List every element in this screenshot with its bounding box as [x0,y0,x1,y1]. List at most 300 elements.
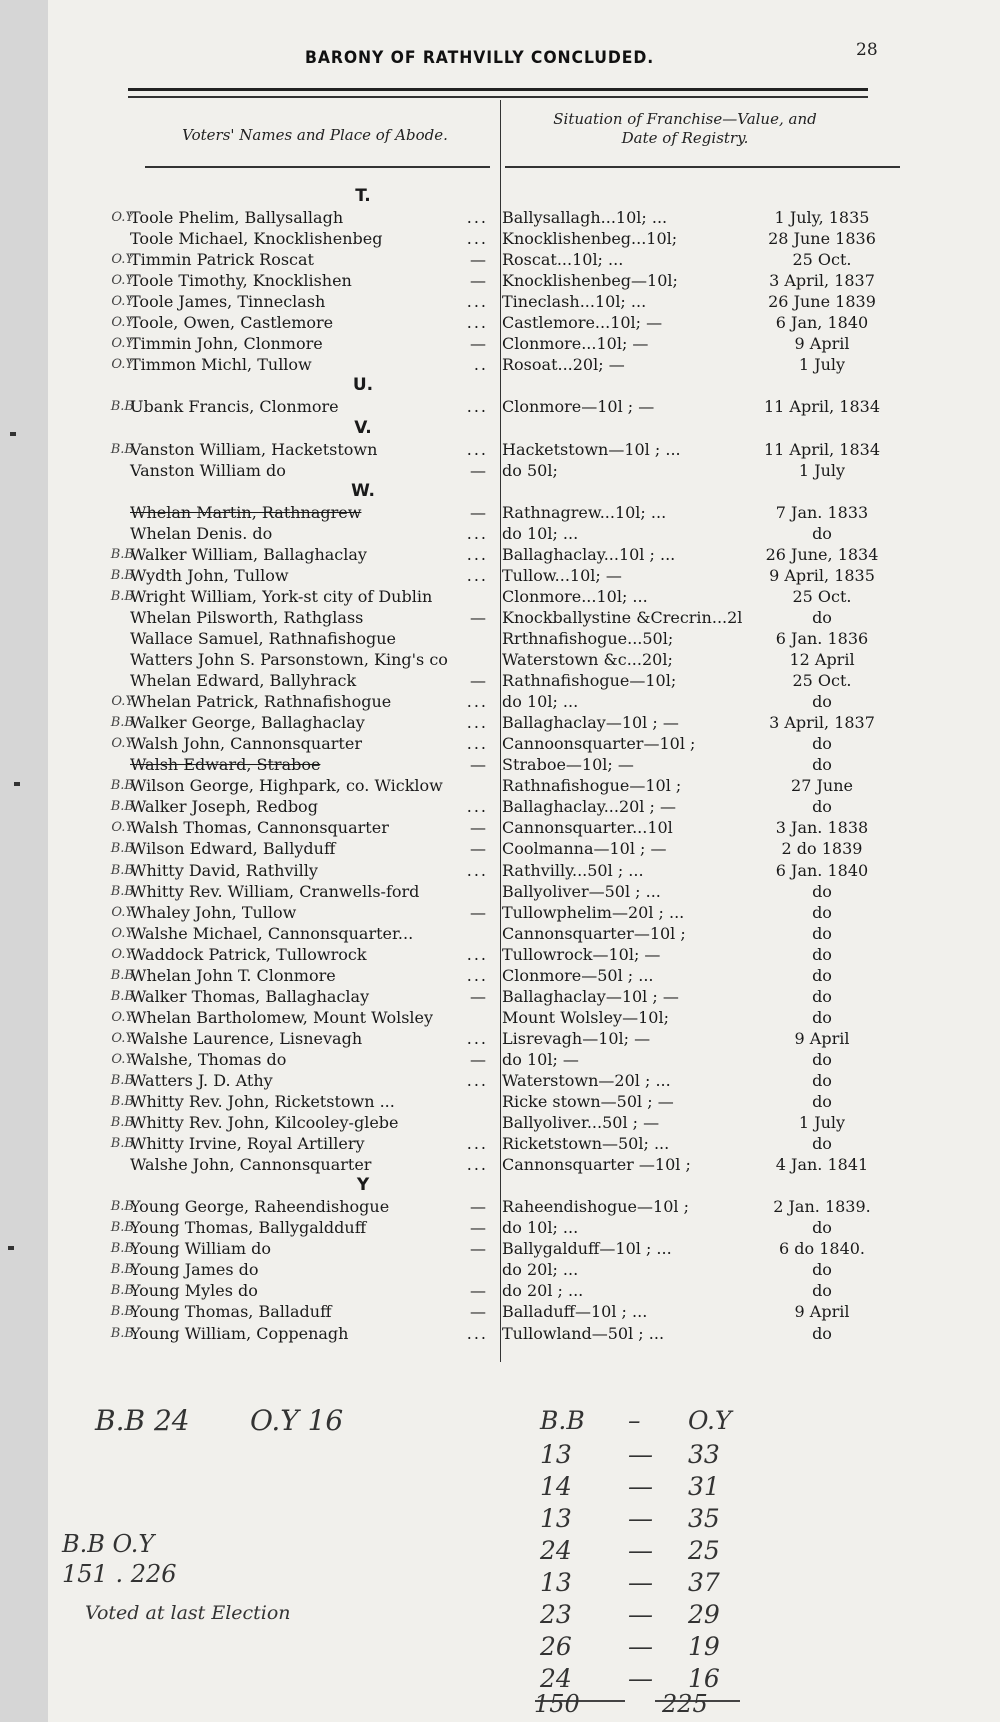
margin-note: B.B [110,399,134,415]
franchise-row [502,1070,902,1091]
franchise-row [502,1028,902,1049]
franchise-row [502,1217,902,1238]
registry-date: do [812,902,832,922]
margin-note: O.Y [111,210,134,226]
voter-row [78,544,498,565]
tally-oy-value: 33 [688,1440,720,1469]
margin-note: B.B [110,799,134,815]
voter-name: Toole Phelim, Ballysallagh [130,208,344,228]
franchise-situation: Knockballystine &Crecrin...2l [502,607,743,627]
franchise-row [502,817,902,838]
franchise-row [502,312,902,333]
margin-note: O.Y [111,925,134,941]
voter-row [78,333,498,354]
franchise-row [502,628,902,649]
margin-note: B.B [110,1325,134,1341]
registry-date: do [812,692,832,712]
section-letter: T. [355,186,371,206]
voter-row [78,628,498,649]
margin-note: O.Y [111,315,134,331]
franchise-row [502,1133,902,1154]
leader-dots: — [470,671,488,691]
voter-row [78,1217,498,1238]
leader-dots: — [470,818,488,838]
franchise-situation: Castlemore...10l; — [502,313,663,333]
margin-note: O.Y [111,273,134,289]
registry-date: 26 June, 1834 [765,544,879,564]
voter-name: Whitty Rev. John, Kilcooley-glebe [130,1113,399,1133]
voter-name: Young George, Raheendishogue [130,1197,390,1217]
right-heading-line1: Situation of Franchise—Value, and [553,110,817,128]
voter-name: Walker George, Ballaghaclay [130,713,365,733]
voter-row [78,1028,498,1049]
tally-dash: — [628,1664,653,1693]
leader-dots: — [470,1281,488,1301]
franchise-situation: do 20l; ... [502,1260,579,1280]
tally-bb-value: 13 [540,1440,572,1469]
margin-note: O.Y [111,1009,134,1025]
voter-row [78,944,498,965]
leader-dots: — [470,839,488,859]
margin-note: O.Y [111,1051,134,1067]
leader-dots: ... [466,1028,488,1048]
leader-dots: — [470,607,488,627]
voter-name: Timmin Patrick Roscat [130,250,314,270]
voter-name: Whelan Patrick, Rathnafishogue [130,692,392,712]
registry-date: 6 Jan, 1840 [775,313,869,333]
voter-row [78,249,498,270]
franchise-row [502,1112,902,1133]
franchise-row [502,502,902,523]
leader-dots: ... [466,1070,488,1090]
franchise-situation: Waterstown—20l ; ... [502,1070,671,1090]
right-heading-line2: Date of Registry. [621,129,749,147]
margin-note: B.B [110,862,134,878]
leader-dots: ... [466,713,488,733]
voter-row [78,1280,498,1301]
franchise-row [502,944,902,965]
franchise-situation: Knocklishenbeg...10l; [502,229,678,249]
franchise-row [502,207,902,228]
registry-date: do [812,986,832,1006]
leader-dots: — [470,460,488,480]
margin-note: B.B [110,967,134,983]
leader-dots: ... [466,1155,488,1175]
section-spacer [502,418,902,439]
voter-row [78,1259,498,1280]
voter-row [78,796,498,817]
franchise-row [502,1154,902,1175]
franchise-row [502,923,902,944]
voter-name: Walshe Laurence, Lisnevagh [130,1028,363,1048]
franchise-row [502,1280,902,1301]
voter-row [78,439,498,460]
franchise-situation: Cannonsquarter—10l ; [502,923,686,943]
registry-date: 9 April [794,334,850,354]
franchise-row [502,586,902,607]
registry-date: do [812,944,832,964]
registry-date: do [812,1281,832,1301]
franchise-situation: Tineclash...10l; ... [502,292,647,312]
franchise-row [502,860,902,881]
franchise-situation: Rathnafishogue—10l; [502,671,677,691]
registry-date: 1 July [798,460,846,480]
voter-row [78,270,498,291]
registry-date: 6 Jan. 1836 [775,628,869,648]
franchise-situation: Ballaghaclay...20l ; — [502,797,676,817]
voter-row [78,754,498,775]
franchise-row [502,838,902,859]
voter-name: Timmon Michl, Tullow [130,355,312,375]
margin-note: B.B [110,567,134,583]
voter-name: Waddock Patrick, Tullowrock [130,944,367,964]
voter-row [78,1091,498,1112]
registry-date: do [812,797,832,817]
franchise-situation: Ballysallagh...10l; ... [502,208,668,228]
franchise-row [502,796,902,817]
tally-bb-value: 26 [540,1632,572,1661]
franchise-row [502,291,902,312]
franchise-situation: Rathvilly...50l ; ... [502,860,644,880]
franchise-row [502,1259,902,1280]
franchise-situation: Clonmore—10l ; — [502,397,655,417]
franchise-row [502,270,902,291]
voter-row [78,1196,498,1217]
section-letter: V. [354,417,372,438]
voter-row [78,354,498,375]
voter-name: Young Myles do [130,1281,258,1301]
margin-note: O.Y [111,294,134,310]
voter-name: Whelan Denis. do [130,523,273,543]
franchise-situation: do 10l; ... [502,1218,579,1238]
voter-name: Walker William, Ballaghaclay [130,544,367,564]
section-letter: Y [356,1175,370,1196]
leader-dots: ... [466,1323,488,1343]
tally-bb-value: 24 [540,1664,572,1693]
leader-dots: ... [466,734,488,754]
tally-bb-value: 24 [540,1536,572,1565]
franchise-row [502,565,902,586]
voter-row [78,860,498,881]
voter-row [78,817,498,838]
franchise-situation: Waterstown &c...20l; [502,650,673,670]
section-spacer [502,375,902,396]
franchise-situation: Clonmore...10l; — [502,334,649,354]
voter-row [78,923,498,944]
voter-name: Walshe, Thomas do [130,1049,287,1069]
leader-dots: ... [466,523,488,543]
tally-dash: – [628,1406,641,1435]
voter-name: Wilson Edward, Ballyduff [130,839,336,859]
voter-row [78,1049,498,1070]
voter-name: Whelan Martin, Rathnagrew [130,502,362,522]
voter-name: Vanston William do [130,460,286,480]
leader-dots: — [470,1302,488,1322]
voter-name: Walsh Edward, Straboe [130,755,321,775]
leader-dots: — [470,502,488,522]
page-number: 28 [856,40,878,60]
margin-note: B.B [110,1136,134,1152]
voter-name: Whitty Irvine, Royal Artillery [130,1134,365,1154]
franchise-situation: Tullowrock—10l; — [502,944,661,964]
leader-dots: ... [466,860,488,880]
registry-date: 6 Jan. 1840 [775,860,869,880]
franchise-row [502,1007,902,1028]
registry-date: 2 Jan. 1839. [773,1197,871,1217]
voter-names-column [78,186,498,1344]
section-letter: U. [352,375,374,396]
voter-name: Toole Michael, Knocklishenbeg [130,229,383,249]
franchise-situation: Cannoonsquarter—10l ; [502,734,696,754]
franchise-situation: Tullow...10l; — [502,565,622,585]
voter-row [78,586,498,607]
franchise-situation: Mount Wolsley—10l; [502,1007,669,1027]
voter-row [78,881,498,902]
voter-row [78,670,498,691]
heading-rule [505,166,900,168]
section-spacer [502,481,902,502]
voter-row [78,902,498,923]
registry-date: 1 July [798,355,846,375]
column-divider [500,100,501,1362]
leader-dots: — [470,1049,488,1069]
voter-row [78,312,498,333]
margin-note: B.B [110,1115,134,1131]
franchise-situation: Tullowphelim—20l ; ... [502,902,685,922]
voter-row [78,1133,498,1154]
registry-date: 12 April [789,650,855,670]
franchise-situation: Raheendishogue—10l ; [502,1197,689,1217]
tally-total-bb: 150 [534,1690,580,1718]
leader-dots: ... [466,797,488,817]
franchise-row [502,965,902,986]
voter-name: Wright William, York-st city of Dublin [130,586,433,606]
voter-row [78,1007,498,1028]
section-spacer [502,1175,902,1196]
leader-dots: — [470,1197,488,1217]
header-rule [128,88,868,91]
margin-note: O.Y [111,736,134,752]
voter-name: Whelan John T. Clonmore [130,965,336,985]
franchise-situation: Rathnafishogue—10l ; [502,776,682,796]
franchise-row [502,396,902,417]
left-column-heading: Voters' Names and Place of Abode. [182,126,448,144]
franchise-row [502,754,902,775]
hand-remark: Voted at last Election [85,1602,291,1624]
franchise-situation: Tullowland—50l ; ... [502,1323,665,1343]
voter-name: Walker Thomas, Ballaghaclay [130,986,370,1006]
registry-date: do [812,881,832,901]
franchise-situation: Ballyoliver—50l ; ... [502,881,661,901]
voter-name: Whitty David, Rathvilly [130,860,318,880]
voter-name: Young William do [130,1239,272,1259]
leader-dots: ... [466,1134,488,1154]
leader-dots: — [470,986,488,1006]
franchise-row [502,1301,902,1322]
voter-row [78,1323,498,1344]
franchise-situation: Ballaghaclay...10l ; ... [502,544,676,564]
voter-name: Whelan Edward, Ballyhrack [130,671,357,691]
voter-row [78,1070,498,1091]
tally-oy-value: 29 [688,1600,720,1629]
franchise-situation: Clonmore—50l ; ... [502,965,654,985]
registry-date: do [812,1134,832,1154]
registry-date: 26 June 1839 [768,292,876,312]
registry-date: do [812,1323,832,1343]
franchise-row [502,460,902,481]
franchise-row [502,986,902,1007]
leader-dots: — [470,250,488,270]
margin-note: O.Y [111,694,134,710]
margin-note: B.B [110,1304,134,1320]
franchise-situation: do 10l; ... [502,692,579,712]
voter-name: Walker Joseph, Redbog [130,797,318,817]
franchise-situation: Ballygalduff—10l ; ... [502,1239,672,1259]
franchise-row [502,670,902,691]
margin-note: O.Y [111,820,134,836]
voter-name: Vanston William, Hacketstown [130,439,378,459]
voter-name: Toole James, Tinneclash [130,292,326,312]
leader-dots: ... [466,439,488,459]
margin-note: B.B [110,1094,134,1110]
registry-date: do [812,1218,832,1238]
franchise-row [502,712,902,733]
registry-date: do [812,755,832,775]
margin-note: B.B [110,1199,134,1215]
tally-oy-value: 35 [688,1504,720,1533]
voter-row [78,502,498,523]
franchise-situation: do 10l; ... [502,523,579,543]
franchise-situation: Rathnagrew...10l; ... [502,502,667,522]
registry-date: 11 April, 1834 [763,397,880,417]
margin-note: B.B [110,778,134,794]
franchise-situation: Roscat...10l; ... [502,250,624,270]
hand-summary-bb: B.B 24 [95,1404,190,1437]
franchise-row [502,902,902,923]
voter-row [78,986,498,1007]
tally-bb-value: 13 [540,1568,572,1597]
margin-note: B.B [110,715,134,731]
voter-name: Wilson George, Highpark, co. Wicklow [130,776,443,796]
leader-dots: ... [466,208,488,228]
registry-date: 7 Jan. 1833 [775,502,869,522]
margin-note: B.B [110,1072,134,1088]
registry-date: do [812,965,832,985]
registry-date: 9 April [794,1302,850,1322]
header-rule [128,96,868,98]
margin-note: B.B [110,841,134,857]
registry-date: 1 July, 1835 [774,208,870,228]
franchise-row [502,1323,902,1344]
margin-mark [10,432,16,436]
franchise-row [502,691,902,712]
voter-name: Wallace Samuel, Rathnafishogue [130,628,396,648]
leader-dots: ... [466,544,488,564]
registry-date: do [812,1049,832,1069]
registry-date: do [812,523,832,543]
voter-name: Watters John S. Parsonstown, King's co [130,650,448,670]
margin-mark [14,782,20,786]
margin-note: B.B [110,1241,134,1257]
registry-date: 4 Jan. 1841 [775,1155,869,1175]
voter-row [78,838,498,859]
voter-name: Young William, Coppenagh [130,1323,349,1343]
registry-date: 27 June [791,776,853,796]
right-column-heading [505,110,865,148]
franchise-row [502,733,902,754]
voter-row [78,396,498,417]
leader-dots: ... [466,565,488,585]
franchise-situation: Rrthnafishogue...50l; [502,628,674,648]
franchise-situation: Ballyoliver...50l ; — [502,1113,660,1133]
leader-dots: — [470,1239,488,1259]
tally-oy-value: 31 [688,1472,720,1501]
voter-row [78,733,498,754]
franchise-situation: Ricke stown—50l ; — [502,1092,674,1112]
tally-oy-value: 37 [688,1568,720,1597]
voter-row [78,291,498,312]
voter-row [78,607,498,628]
voter-name: Whelan Bartholomew, Mount Wolsley [130,1007,434,1027]
voter-row [78,460,498,481]
registry-date: 25 Oct. [792,671,852,691]
franchise-situation: Coolmanna—10l ; — [502,839,667,859]
leader-dots: ... [466,692,488,712]
franchise-situation: Lisrevagh—10l; — [502,1028,651,1048]
margin-note: B.B [110,1262,134,1278]
leader-dots: ... [466,292,488,312]
franchise-row [502,649,902,670]
section-spacer [502,186,902,207]
margin-note: B.B [110,546,134,562]
voter-row [78,523,498,544]
leader-dots: ... [466,313,488,333]
margin-mark [8,1246,14,1250]
margin-note: O.Y [111,357,134,373]
registry-date: do [812,923,832,943]
registry-date: do [812,734,832,754]
margin-note: B.B [110,988,134,1004]
registry-date: do [812,1260,832,1280]
franchise-row [502,1049,902,1070]
franchise-situation: Cannonsquarter...10l [502,818,673,838]
leader-dots: — [470,902,488,922]
margin-note: B.B [110,883,134,899]
margin-note: O.Y [111,946,134,962]
voter-row [78,712,498,733]
franchise-row [502,1238,902,1259]
franchise-situation: Rosoat...20l; — [502,355,625,375]
registry-date: 11 April, 1834 [763,439,880,459]
tally-bb-value: 23 [540,1600,572,1629]
registry-date: 3 Jan. 1838 [775,818,869,838]
registry-date: 9 April [794,1028,850,1048]
franchise-row [502,1091,902,1112]
tally-oy-value: 19 [688,1632,720,1661]
franchise-situation: Ricketstown—50l; ... [502,1134,670,1154]
margin-note: B.B [110,1283,134,1299]
registry-date: do [812,607,832,627]
hand-summary2-labels: B.B O.Y [62,1530,155,1558]
registry-date: do [812,1092,832,1112]
franchise-situation: Ballaghaclay—10l ; — [502,713,679,733]
franchise-situation: Hacketstown—10l ; ... [502,439,681,459]
franchise-situation: Ballaghaclay—10l ; — [502,986,679,1006]
leader-dots: — [470,271,488,291]
heading-rule [145,166,490,168]
voter-row [78,207,498,228]
margin-note: B.B [110,441,134,457]
